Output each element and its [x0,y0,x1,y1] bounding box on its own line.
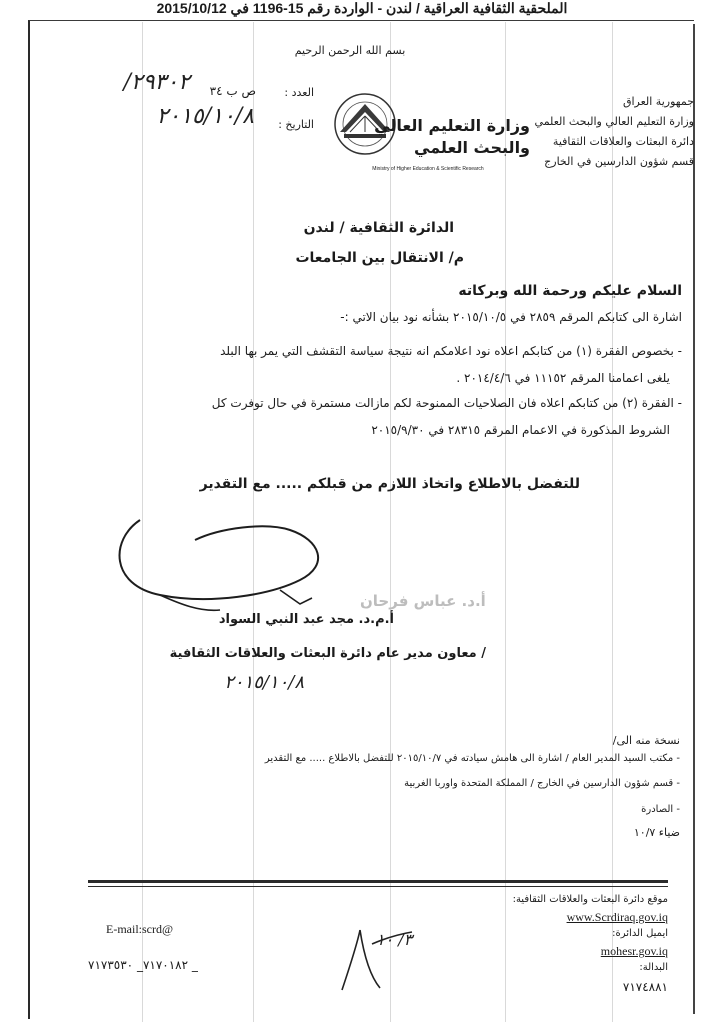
signatory-name: أ.م.د. مجد عبد النبي السواد [218,612,394,627]
ref-date-handwritten: ٢٠١٥/١٠/٨ [156,104,254,129]
footer-exchange-number: ٧١٧٤٨٨١ [622,980,668,994]
body-item2-line2: الشروط المذكورة في الاعمام المرقم ٢٨٣١٥ في ٢٠١٥/٩/٣٠ [371,423,670,437]
basmala: بسم الله الرحمن الرحيم [294,44,406,57]
handwritten-note: ٣/ ١٠ [376,930,413,949]
copies-item-3: - الصادرة [641,804,680,815]
faded-stamp: أ.د. عباس فرحان [360,592,486,610]
copies-initials: ضياء ١٠/٧ [633,826,680,839]
recipient: الدائرة الثقافية / لندن [303,220,454,236]
ministry-logo [328,86,528,186]
sender-department: قسم شؤون الدارسين في الخارج [544,155,694,168]
body-item1-text: بخصوص الفقرة (١) من كتابكم اعلاه نود اعلامكم انه نتيجة سياسة التقشف التي يمر بها البلد [220,344,674,358]
scan-border-right [693,24,695,1014]
footer-email-label: ايميل الدائرة: [612,928,668,939]
logo-title-line1: وزارة التعليم العالي [374,116,530,135]
footer-email-domain[interactable]: mohesr.gov.iq [600,944,668,958]
logo-title-line2: والبحث العلمي [414,138,530,157]
sender-country: جمهورية العراق [622,95,694,108]
footer-site-label: موقع دائرة البعثات والعلاقات الثقافية: [512,894,668,905]
signatory-title: / معاون مدير عام دائرة البعثات والعلاقات الثقافية [169,646,486,661]
logo-subtitle: Ministry of Higher Education & Scientific Research [372,166,484,172]
footer-site-url[interactable]: www.Scrdiraq.gov.iq [566,910,668,924]
body-item2-line1: - الفقرة (٢) من كتابكم اعلاه فان الصلاحيات الممنوحة لكم مازالت مستمرة في حال توفرت كل [211,396,682,410]
scan-streak [612,22,613,1022]
sender-directorate: دائرة البعثات والعلاقات الثقافية [552,135,694,148]
signatory-date: ٢٠١٥/١٠/٨ [224,672,304,693]
body-item1-line2: يلغى اعمامنا المرقم ١١١٥٢ في ٢٠١٤/٤/٦ . [456,371,670,385]
closing-line: للتفضل بالاطلاع واتخاذ اللازم من قبلكم ..... مع التقدير [199,476,580,492]
footer-exchange-label: البدالة: [639,962,668,973]
footer-email-left: E-mail:scrd@ [106,922,174,936]
footer-phones: _ ٧١٧٠١٨٢_ ٧١٧٣٥٣٠ [88,958,198,972]
fax-header: الملحقية الثقافية العراقية / لندن - الواردة رقم 15-1196 في 2015/10/12 [156,0,568,16]
copies-item-1: - مكتب السيد المدير العام / اشارة الى هامش سيادته في ٢٠١٥/١٠/٧ للتفضل بالاطلاع ..... مع التقدير [264,753,680,764]
ref-pobox: ص ب ٣٤ [209,84,256,98]
copies-item-2-text: قسم شؤون الدارسين في الخارج / المملكة المتحدة واوربا الغربية [404,778,674,789]
ref-date-label: التاريخ : [278,118,314,131]
body-item1-line1: - بخصوص الفقرة (١) من كتابكم اعلاه نود اعلامكم انه نتيجة سياسة التقشف التي يمر بها البلد [220,344,682,358]
footer-rule-thin [88,886,668,887]
ref-number-label: العدد : [284,86,314,99]
greeting: السلام عليكم ورحمة الله وبركاته [458,283,682,299]
subject: م/ الانتقال بين الجامعات [295,250,464,266]
ref-number-handwritten: ٢٩٣٠٢/ [123,70,190,95]
copies-item-3-text: الصادرة [641,804,674,815]
body-item2-text: الفقرة (٢) من كتابكم اعلاه فان الصلاحيات الممنوحة لكم مازالت مستمرة في حال توفرت كل [211,396,674,410]
body-intro: اشارة الى كتابكم المرقم ٢٨٥٩ في ٢٠١٥/١٠/٥ بشأنه نود بيان الاتي :- [340,310,682,324]
footer-rule-thick [88,880,668,883]
copies-item-1-text: مكتب السيد المدير العام / اشارة الى هامش سيادته في ٢٠١٥/١٠/٧ للتفضل بالاطلاع ..... مع التقدير [264,753,674,764]
copies-item-2: - قسم شؤون الدارسين في الخارج / المملكة المتحدة واوربا الغربية [404,778,680,789]
sender-ministry: وزارة التعليم العالي والبحث العلمي [534,115,694,128]
copies-heading: نسخة منه الى/ [612,734,680,747]
